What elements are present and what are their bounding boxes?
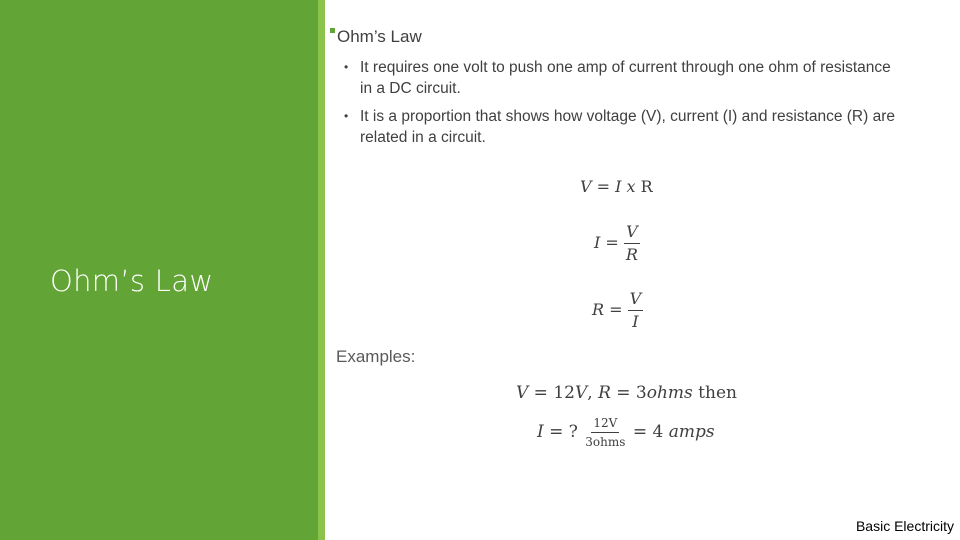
ex2-i: I xyxy=(537,422,544,442)
footer-label: Basic Electricity xyxy=(855,518,954,534)
ex2-unit: amps xyxy=(668,422,715,442)
formula-r-lhs: R = xyxy=(592,300,628,319)
formula-voltage xyxy=(580,177,653,196)
sidebar-divider xyxy=(318,0,325,540)
ex2-eq: = ? xyxy=(543,422,584,442)
example-given xyxy=(516,383,737,403)
ex2-numerator: 12V xyxy=(591,417,619,433)
example-result xyxy=(537,417,715,448)
bullet-text: It requires one volt to push one amp of current through one ohm of resistance in a DC circuit. xyxy=(360,59,891,97)
bullet-dot-icon: • xyxy=(344,109,349,123)
bullet-text: It is a proportion that shows how voltage (V), current (I) and resistance (R) are related in a circuit. xyxy=(360,108,895,146)
ex-then: then xyxy=(692,383,737,403)
square-bullet-icon xyxy=(330,28,335,33)
ex-r: R xyxy=(598,383,611,403)
section-heading-text: Ohm’s Law xyxy=(337,27,422,46)
formula-i-denominator: R xyxy=(625,245,638,264)
ex-comma: , xyxy=(587,383,599,403)
formula-i-fraction xyxy=(624,224,640,263)
formula-v-lhs: V = xyxy=(580,177,616,196)
ex-eq1: = 12 xyxy=(528,383,575,403)
formula-resistance xyxy=(592,291,643,330)
formula-r-fraction xyxy=(628,291,644,330)
bullet-dot-icon: • xyxy=(344,60,349,74)
formula-r-denominator: I xyxy=(632,312,639,331)
formula-r-numerator: V xyxy=(628,291,644,311)
section-heading xyxy=(330,27,422,47)
formula-v-r: R xyxy=(640,177,653,196)
slide-title: Ohm’s Law xyxy=(50,264,214,298)
ex2-result: = 4 xyxy=(627,422,669,442)
formula-i-lhs: I = xyxy=(594,233,624,252)
ex-eq2: = 3 xyxy=(610,383,647,403)
ex2-denominator: 3ohms xyxy=(585,435,626,449)
formula-v-x: x xyxy=(621,177,641,196)
formula-i-numerator: V xyxy=(624,224,640,244)
formula-v-i: I xyxy=(615,177,622,196)
examples-label: Examples: xyxy=(336,347,416,366)
ex-v: V xyxy=(516,383,529,403)
ex2-fraction xyxy=(583,417,627,448)
ex-ohms: ohms xyxy=(646,383,693,403)
ex-v-unit: V xyxy=(574,383,588,403)
formula-current xyxy=(594,224,640,263)
content-area xyxy=(330,0,930,540)
